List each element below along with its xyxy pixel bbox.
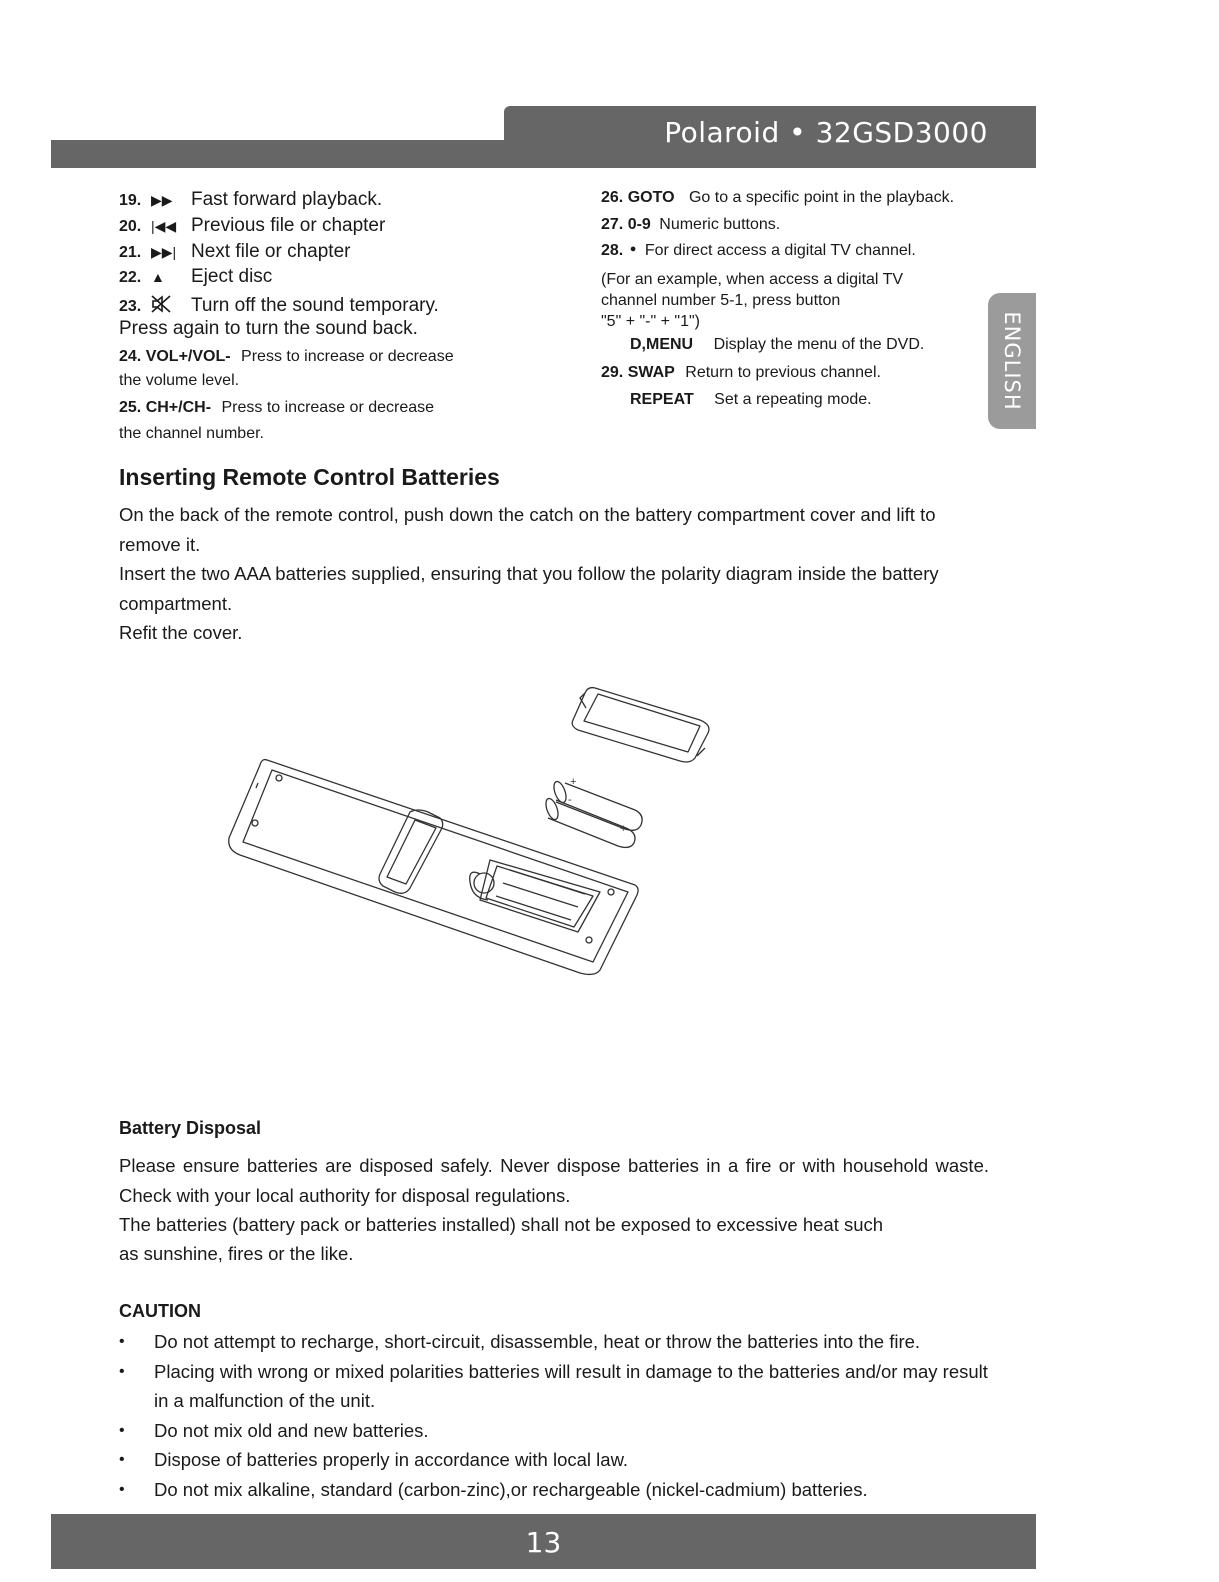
section-title-inserting: Inserting Remote Control Batteries [119,464,500,490]
page-number: 13 [525,1526,562,1559]
dot-text: For direct access a digital TV channel. [644,242,916,259]
item-number: 23. [119,298,142,315]
numeric-text: Numeric buttons. [659,216,781,233]
eject-icon: ▲ [151,269,165,285]
section-title-caution: CAUTION [119,1301,201,1321]
item-20 [119,215,385,237]
ch-label: 25. CH+/CH- [119,399,212,416]
svg-text:-: - [568,794,572,806]
svg-text:+: + [620,823,627,835]
item-number: 20. [119,218,142,235]
item-23-continued: Press again to turn the sound back. [119,318,418,339]
brand-name: Polaroid [664,116,780,149]
vol-text: Press to increase or decrease [241,348,454,365]
next-icon: ▶▶| [151,244,177,260]
remote-battery-illustration [200,670,740,990]
item-text: Fast forward playback. [191,189,383,210]
caution-item: • Do not mix alkaline, standard (carbon-zinc),or rechargeable (nickel-cadmium) batteries. [119,1475,999,1505]
language-tab [988,293,1036,429]
disposal-paragraph-2-continued: as sunshine, fires or the like. [119,1243,354,1264]
item-27 [601,216,780,234]
inserting-paragraph-1: On the back of the remote control, push down the catch on the battery compartment cover and lift to remove it. [119,504,936,555]
caution-list [119,1327,999,1504]
inserting-paragraph-3: Refit the cover. [119,622,243,643]
battery-cover [572,688,709,762]
item-24-continued: the volume level. [119,372,240,389]
repeat-label: REPEAT [630,391,694,408]
item-25 [119,399,434,417]
caution-item: • Do not mix old and new batteries. [119,1416,999,1446]
previous-icon: |◀◀ [151,218,177,234]
goto-text: Go to a specific point in the playback. [688,189,955,206]
ch-text: Press to increase or decrease [221,399,435,416]
item-number: 21. [119,244,142,261]
item-number: 19. [119,192,142,209]
language-label: ENGLISH [1000,311,1024,411]
item-text: Turn off the sound temporary. [191,295,439,316]
dot-icon: ● [629,243,637,255]
note-line: (For an example, when access a digital TV [601,271,904,288]
note-line: channel number 5-1, press button [601,292,841,309]
item-dmenu [630,336,924,354]
item-28-note [601,269,903,332]
dot-label: 28. [601,242,624,259]
note-line: "5" + "-" + "1") [601,313,700,330]
item-24 [119,348,454,366]
numeric-label: 27. 0-9 [601,216,651,233]
brand-title [664,116,988,149]
item-28 [601,242,916,260]
dmenu-text: Display the menu of the DVD. [713,336,925,353]
goto-label: 26. GOTO [601,189,675,206]
dmenu-label: D,MENU [630,336,694,353]
item-text: Previous file or chapter [191,215,386,236]
aaa-batteries [544,776,643,847]
fast-forward-icon: ▶▶ [151,192,173,208]
svg-text:+: + [570,776,577,788]
item-21 [119,241,350,263]
vol-label: 24. VOL+/VOL- [119,348,231,365]
caution-item: • Dispose of batteries properly in accordance with local law. [119,1445,999,1475]
disposal-paragraph-2: The batteries (battery pack or batteries installed) shall not be exposed to excessive heat such [119,1214,884,1235]
remote-control-body [229,760,638,975]
footer-bar [51,1514,1036,1569]
item-22 [119,266,272,288]
repeat-text: Set a repeating mode. [714,391,872,408]
caution-item: • Do not attempt to recharge, short-circuit, disassemble, heat or throw the batteries into the fire. [119,1327,999,1357]
inserting-paragraph-2: Insert the two AAA batteries supplied, ensuring that you follow the polarity diagram inside the battery compartment. [119,563,939,614]
swap-label: 29. SWAP [601,364,675,381]
item-repeat [630,391,872,409]
item-26 [601,189,954,207]
item-29 [601,364,881,382]
swap-text: Return to previous channel. [685,364,881,381]
caution-item: • Placing with wrong or mixed polarities batteries will result in damage to the batteries and/or may result in a malfunction of the unit. [119,1357,999,1416]
item-number: 22. [119,269,142,286]
item-19 [119,189,382,211]
section-title-disposal: Battery Disposal [119,1118,262,1138]
disposal-paragraph-1: Please ensure batteries are disposed safely. Never dispose batteries in a fire or with household waste. Check with your local authority for disposal regulations. [119,1155,989,1206]
item-23 [119,295,439,317]
item-text: Eject disc [191,266,273,287]
item-25-continued: the channel number. [119,425,264,442]
mute-icon [151,295,171,313]
brand-separator: • [789,116,807,149]
item-text: Next file or chapter [191,241,351,262]
model-number: 32GSD3000 [815,116,988,149]
